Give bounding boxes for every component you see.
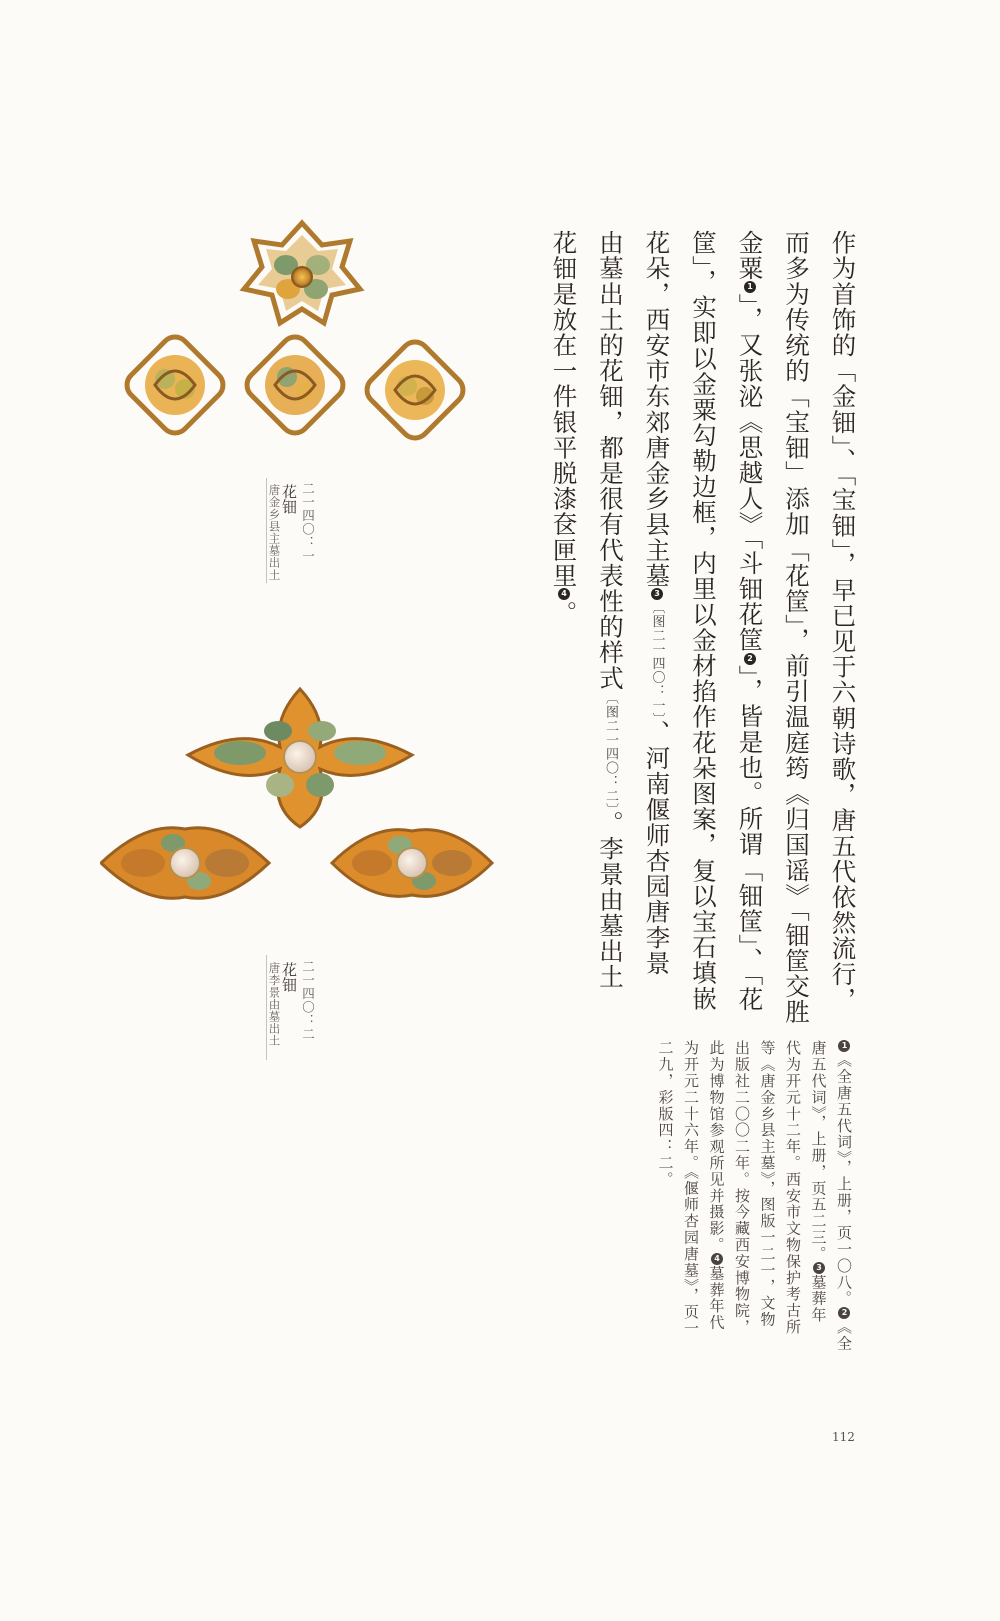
main-text-text-run: 筐」，实即以金粟勾勒边框，内里以金材掐作花朵图案，复以宝石填嵌 (689, 230, 718, 1012)
leaf-ornament-left (101, 828, 269, 899)
footnote-marker: 3 (814, 1262, 824, 1274)
footnote-text-run: 《全唐五代词》，上册，页一〇八。 (835, 1052, 853, 1307)
main-text-column (598, 230, 623, 990)
page-number: 112 (832, 1430, 855, 1444)
footnote-marker: 4 (712, 1254, 722, 1265)
main-text-column (549, 230, 579, 627)
footnote-text-run: 《全 (835, 1318, 853, 1352)
caption-1-source: 唐金乡县主墓出土 (267, 484, 282, 581)
main-text-text-run: 金粟 (735, 230, 765, 282)
main-text-text-run: 、河南偃师杏园唐李景 (642, 719, 672, 976)
caption-1-title: 花钿 (280, 484, 298, 514)
footnote-marker: 2 (745, 653, 755, 664)
footnote-marker: 1 (745, 282, 755, 293)
main-text-text-run: 。 (549, 600, 579, 627)
main-text-text-run: 花朵，西安市东郊唐金乡县主墓 (642, 230, 672, 589)
figure-hua-dian-1-image (110, 215, 470, 455)
footnote-column (709, 1040, 724, 1331)
footnote-marker: 2 (840, 1307, 849, 1319)
main-text-text-run: 作为首饰的「金钿」、「宝钿」，早已见于六朝诗歌，唐五代依然流行， (828, 230, 858, 1013)
gold-flower-ornament-middle (241, 331, 348, 438)
footnote-marker: 4 (559, 589, 569, 600)
footnote-text-run: 出版社二〇〇二年。按今藏西安博物院， (733, 1040, 751, 1336)
figure-hua-dian-2-image (100, 685, 500, 915)
caption-2-number: 二一四〇：二 (300, 960, 316, 1041)
footnote-text-run: 二九，彩版四：二。 (656, 1040, 675, 1188)
main-text-text-run: 而多为传统的「宝钿」添加「花筐」，前引温庭筠《归国谣》「钿筐交胜 (782, 230, 811, 1025)
footnote-text-run: 墓葬年 (809, 1274, 828, 1324)
caption-2-title: 花钿 (280, 962, 298, 992)
main-text-text-run: 。李景由墓出土 (596, 810, 625, 990)
footnote-text-run: 唐五代词》，上册，页五二三。 (809, 1040, 828, 1263)
footnote-text-run: 墓葬年代 (707, 1265, 726, 1331)
caption-1-number: 二一四〇：一 (300, 482, 316, 563)
main-text-text-run: 由墓出土的花钿，都是很有代表性的样式 (596, 230, 625, 691)
footnote-column (658, 1040, 673, 1188)
caption-2-source: 唐李景由墓出土 (267, 962, 282, 1047)
main-text-column (784, 230, 809, 1025)
leaf-ornament-right (332, 830, 492, 897)
footnote-text-run: 代为开元十二年。西安市文物保护考古所 (784, 1040, 802, 1336)
figure-reference: 〔图二一四〇：一〕 (649, 600, 665, 720)
gold-flower-ornament-right (361, 336, 468, 443)
footnote-marker: 1 (840, 1040, 849, 1052)
footnote-column (760, 1040, 775, 1328)
gold-flower-ornament-top (244, 223, 360, 323)
footnote-column (811, 1040, 826, 1323)
main-text-text-run: 花钿是放在一件银平脱漆奁匣里 (549, 230, 579, 589)
caption-1-rule (266, 478, 267, 583)
footnote-text-run: 等《唐金乡县主墓》，图版一二一，文物 (758, 1040, 777, 1328)
leaf-ornament-large (188, 689, 412, 827)
footnote-column (836, 1040, 851, 1352)
gold-flower-ornament-left (121, 331, 228, 438)
main-text-text-run: 」，又张泌《思越人》「斗钿花筐 (735, 293, 765, 653)
footnote-column (734, 1040, 749, 1335)
main-text-column (642, 230, 672, 976)
main-text-text-run: 」，皆是也。所谓「钿筐」、「花 (735, 664, 765, 1012)
main-text-column (828, 230, 858, 1013)
footnote-column (683, 1040, 698, 1337)
figure-reference: 〔图二一四〇：二〕 (603, 690, 618, 811)
footnote-text-run: 此为博物馆参观所见并摄影。 (707, 1040, 726, 1254)
main-text-column (691, 230, 716, 1011)
footnote-marker: 3 (652, 589, 662, 600)
footnote-text-run: 为开元二十六年。《偃师杏园唐墓》，页一 (682, 1040, 700, 1337)
footnote-column (785, 1040, 800, 1335)
caption-2-rule (266, 955, 267, 1060)
main-text-column (735, 230, 765, 1012)
